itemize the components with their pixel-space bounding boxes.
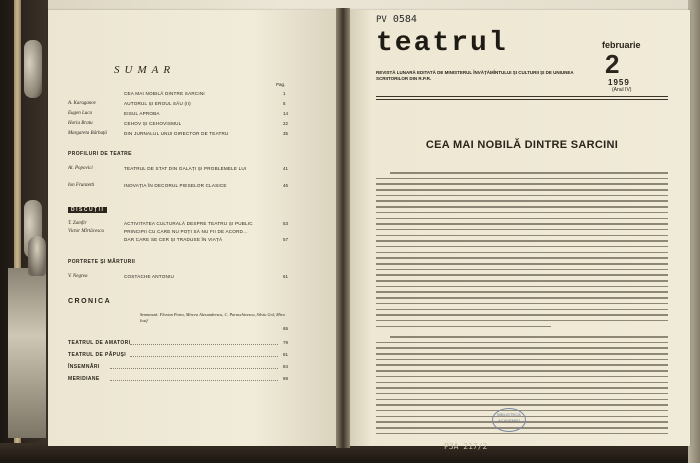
toc-entry xyxy=(0,91,292,99)
article-body-block xyxy=(376,172,668,331)
toc-entry xyxy=(0,340,292,348)
toc-page: 35 xyxy=(283,131,289,136)
toc-page: 81 xyxy=(283,352,289,357)
issue-year: 1959 xyxy=(608,78,630,87)
toc-heading: SUMAR xyxy=(114,64,176,76)
toc-title: CEA MAI NOBILĂ DINTRE SARCINI xyxy=(124,91,205,96)
toc-page: 53 xyxy=(283,221,289,226)
toc-title: TEATRUL DE PĂPUȘI xyxy=(68,352,127,358)
toc-entry xyxy=(0,376,292,384)
toc-title: DIN JURNALUL UNUI DIRECTOR DE TEATRU xyxy=(124,131,229,136)
toc-entry xyxy=(0,274,292,282)
toc-page: 79 xyxy=(283,340,289,345)
toc-leader xyxy=(130,344,278,345)
toc-page: 61 xyxy=(283,274,289,279)
toc-section-cronica: CRONICA xyxy=(68,298,112,305)
toc-title: COSTACHE ANTONIU xyxy=(124,274,174,279)
toc-page-label: Pag. xyxy=(276,82,286,87)
toc-page: 57 xyxy=(283,237,289,242)
toc-page: 89 xyxy=(283,376,289,381)
toc-leader xyxy=(130,356,278,357)
toc-section-profiles: PROFILURI DE TEATRE xyxy=(68,151,132,157)
toc-entry xyxy=(0,183,292,191)
toc-title: TEATRUL DE AMATORI xyxy=(68,340,131,346)
library-stamp: BIBLIOTECA ACADEMIEI xyxy=(492,408,526,432)
toc-title: MERIDIANE xyxy=(68,376,100,382)
toc-leader xyxy=(110,380,278,381)
toc-entry xyxy=(0,326,292,334)
magazine-subtitle: REVISTĂ LUNARĂ EDITATĂ DE MINISTERUL ÎNVĂȚĂMÎNTULUI ȘI CULTURII ȘI DE UNIUNEA SCRIITORILOR DIN R.P.R. xyxy=(376,70,574,81)
toc-title: PRINCIPII CU CARE NU POȚI SĂ NU FII DE ACORD... xyxy=(124,229,248,234)
toc-entry xyxy=(0,221,292,229)
toc-entry xyxy=(0,111,292,119)
toc-title: AUTORUL ȘI EROUL SĂU (II) xyxy=(124,101,191,106)
toc-entry xyxy=(0,166,292,174)
toc-entry xyxy=(0,364,292,372)
toc-title: ACTIVITATEA CULTURALĂ DESPRE TEATRU ȘI PUBLIC xyxy=(124,221,253,226)
toc-page: 41 xyxy=(283,166,289,171)
toc-author: V. Negrea xyxy=(68,274,88,279)
call-number: P3A 217/2 xyxy=(444,442,488,451)
inventory-number: 0584 xyxy=(392,14,417,25)
toc-entry xyxy=(0,229,292,237)
toc-entry xyxy=(0,352,292,360)
inventory-stamp xyxy=(376,14,417,25)
issue-month: februarie xyxy=(602,40,641,50)
toc-section-portrete: PORTRETE ȘI MĂRTURII xyxy=(68,259,136,265)
toc-title: INOVAȚIA ÎN DECORUL PIESELOR CLASICE xyxy=(124,183,227,188)
toc-author: Victor Mîrtăcescu xyxy=(68,229,104,234)
toc-entry xyxy=(0,131,292,139)
toc-author: Margareta Bărbuță xyxy=(68,131,107,136)
toc-page: 5 xyxy=(283,101,286,106)
toc-section-discutii: DISCUȚII xyxy=(68,207,107,213)
issue-series: (Anul IV) xyxy=(612,87,632,93)
binding-stud xyxy=(24,40,42,98)
toc-entry xyxy=(0,101,292,109)
toc-page: 1 xyxy=(283,91,286,96)
toc-author: A. Karaganov xyxy=(68,101,97,106)
toc-author: T. Zamfir xyxy=(68,221,87,226)
page-gutter xyxy=(336,8,350,448)
toc-title: DAR CARE SE CER ȘI TRADUSE ÎN VIAȚĂ xyxy=(124,237,223,242)
issue-number: 2 xyxy=(605,49,620,79)
toc-author: Al. Popovici xyxy=(68,166,93,171)
toc-page: 65 xyxy=(283,326,289,331)
magazine-masthead: teatrul xyxy=(376,28,508,59)
inventory-prefix: PV xyxy=(376,15,387,25)
cronica-signatories: Semnează: Florian Potra, Mircea Alexandrescu, C. Paraschivescu, Silviu Gol, Mira Iosif xyxy=(140,312,285,323)
toc-leader xyxy=(110,368,278,369)
toc-title: ÎNSEMNĂRI xyxy=(68,364,100,370)
toc-entry xyxy=(0,121,292,129)
toc-title: CEHOV ȘI CEHOVISMUL xyxy=(124,121,182,126)
toc-title: TEATRUL DE STAT DIN GALAȚI ȘI PROBLEMELE LUI xyxy=(124,166,247,171)
masthead-rule xyxy=(376,99,668,100)
book-edge-bottom xyxy=(0,443,700,463)
toc-title: EISUL APROBA xyxy=(124,111,160,116)
masthead-rule xyxy=(376,96,668,97)
toc-author: Eugen Luca xyxy=(68,111,93,116)
toc-page: 14 xyxy=(283,111,289,116)
toc-author: Ion Frunzetti xyxy=(68,183,95,188)
toc-page: 46 xyxy=(283,183,289,188)
toc-entry xyxy=(0,237,292,245)
article-title: CEA MAI NOBILĂ DINTRE SARCINI xyxy=(425,139,619,151)
toc-page: 22 xyxy=(283,121,289,126)
toc-author: Horia Bratu xyxy=(68,121,93,126)
toc-page: 84 xyxy=(283,364,289,369)
